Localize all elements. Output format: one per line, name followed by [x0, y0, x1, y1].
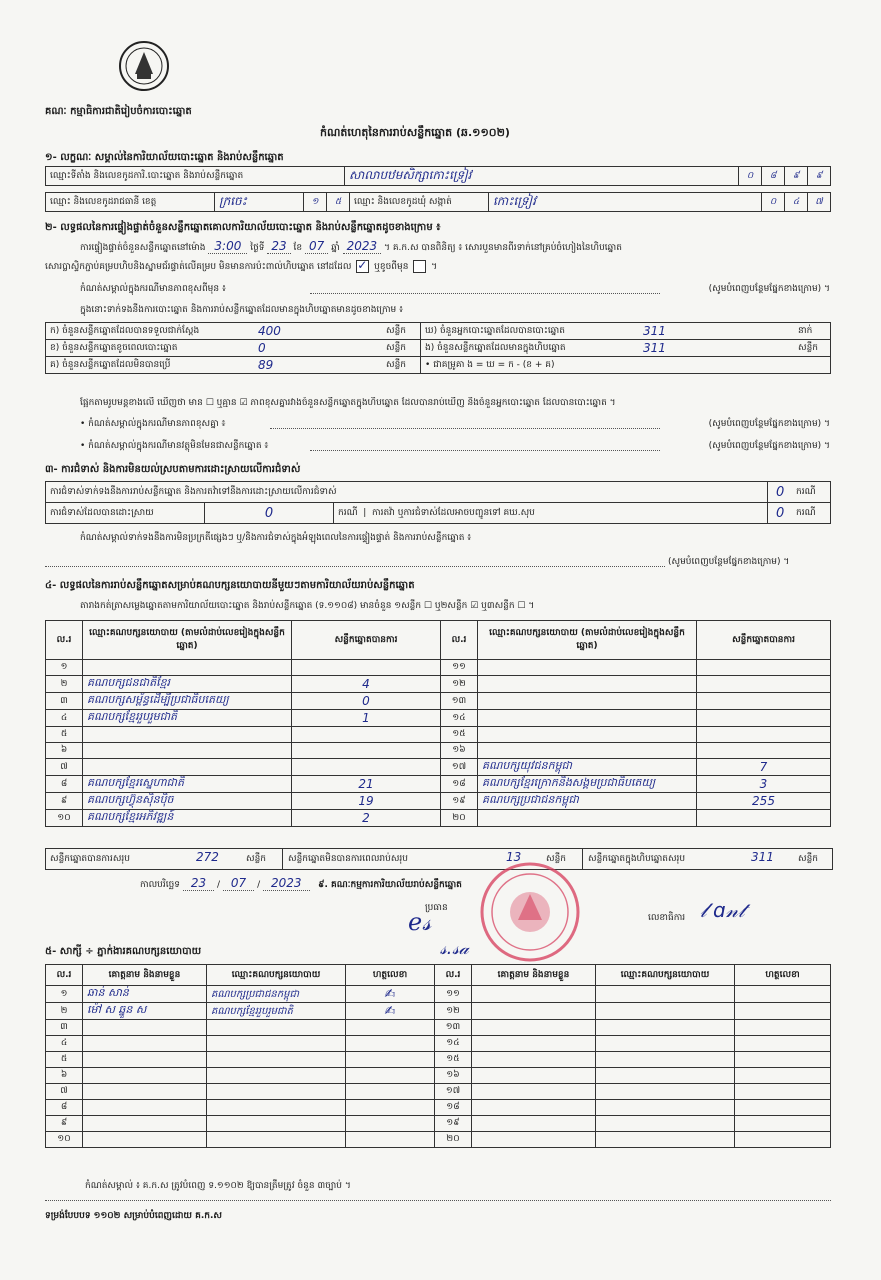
result-votes: 3	[697, 776, 831, 793]
col-party-right: ឈ្មោះគណបក្សនយោបាយ (តាមលំដាប់លេខរៀងក្នុងសន្លឹកឆ្នោត)	[478, 621, 697, 660]
result-no: ១	[46, 660, 83, 676]
witness-no: ៣	[46, 1020, 83, 1036]
result-votes: 255	[697, 793, 831, 810]
section1-table-row2	[45, 192, 831, 212]
total-valid-label: សន្លឹកឆ្នោតបានការសរុប	[50, 854, 130, 864]
result-no: ១៩	[441, 793, 478, 810]
result-no: ១៦	[441, 743, 478, 759]
witness-no: ៤	[46, 1036, 83, 1052]
witness-name	[472, 1052, 596, 1068]
voters-value: 311	[639, 323, 794, 340]
w-col-no-right: ល.រ	[435, 965, 472, 986]
witness-signature	[735, 1100, 831, 1116]
bullet-difference-hint: (សូមបំពេញបន្ថែមផ្នែកខាងក្រោម) ។	[708, 419, 830, 429]
witness-party	[596, 1020, 735, 1036]
result-votes	[697, 810, 831, 827]
witness-row	[46, 1084, 831, 1100]
official-stamp	[478, 860, 582, 964]
voters-label: ឃ) ចំនួនអ្នកបោះឆ្នោតដែលបានបោះឆ្នោត	[421, 323, 640, 340]
secretary-label: លេខាធិការ	[648, 913, 686, 923]
section4-title: ៤- លទ្ធផលនៃការរាប់សន្លឹកឆ្នោតសម្រាប់គណបក្សនយោបាយនីមួយៗតាមការិយាល័យរាប់សន្លឹកឆ្នោត	[45, 580, 415, 591]
date-day: 23	[183, 876, 214, 891]
result-no: ១២	[441, 676, 478, 693]
section2-title: ២- លទ្ធផលនៃការផ្ទៀងផ្ទាត់ចំនួនសន្លឹកឆ្នោតគោលការិយាល័យបោះឆ្នោត និងរាប់សន្លឹកឆ្នោតដូចខាងក្រោម ៖	[45, 222, 441, 233]
seal-status-line: សោរប្លាស្ទិកភ្ជាប់គម្របហិបនិងស្នាមជ័រផ្ទាត់លើគម្រប មិនមានការប៉ះពាល់ហិបឆ្នោត នៅដដែល ✓ ឬខូចពីមុន ។	[45, 260, 437, 274]
province-code-2: ៥	[327, 193, 350, 212]
irregularity-note: កំណត់សម្គាល់ទាក់ទងនឹងការមិនប្រក្រតីផ្សេងៗ ឬ/និងការជំទាស់ក្នុងអំឡុងពេលនៃការផ្ទៀងផ្ទាត់ និងការរាប់សន្លឹកឆ្នោត ៖	[80, 533, 472, 543]
forwarded-label: ករណី | ការតវ៉ា ឬការជំទាស់ដែលអាចបញ្ជូនទៅ គឃ.សុប	[334, 503, 768, 524]
witness-signature	[346, 1052, 435, 1068]
witness-party	[596, 1100, 735, 1116]
location-value: សាលាបឋមសិក្សាកោះទ្រៀវ	[345, 167, 739, 186]
bullet-difference-label: • កំណត់សម្គាល់ក្នុងករណីមានភាពខុសគ្នា ៖	[80, 419, 226, 429]
result-row	[46, 693, 831, 710]
location-code-1: ០	[739, 167, 762, 186]
result-row	[46, 743, 831, 759]
result-votes	[697, 743, 831, 759]
forwarded-value: 0	[768, 503, 792, 524]
w-col-party-right: ឈ្មោះគណបក្សនយោបាយ	[596, 965, 735, 986]
total-invalid-value: 13	[506, 850, 522, 864]
witness-table	[45, 964, 831, 1148]
result-votes	[697, 710, 831, 727]
result-row	[46, 759, 831, 776]
witness-name	[472, 986, 596, 1003]
witness-signature	[735, 1003, 831, 1020]
location-code-2: ៨	[762, 167, 785, 186]
date-line: កាលបរិច្ឆេទ 23 / 07 / 2023 ៩. គណៈកម្មការការិយាល័យរាប់សន្លឹកឆ្នោត	[140, 876, 462, 890]
witness-row	[46, 1100, 831, 1116]
date-year: 2023	[263, 876, 310, 891]
witness-row	[46, 1003, 831, 1020]
bullet-foreign-label: • កំណត់សម្គាល់ក្នុងករណីមានវត្ថុមិនមែនជាសន្លឹកឆ្នោត ៖	[80, 441, 269, 451]
witness-party: គណបក្សខ្មែររួបរួមជាតិ	[207, 1003, 346, 1020]
witness-signature	[735, 1052, 831, 1068]
witness-name	[472, 1068, 596, 1084]
col-party-left: ឈ្មោះគណបក្សនយោបាយ (តាមលំដាប់លេខរៀងក្នុងសន្លឹកឆ្នោត)	[83, 621, 292, 660]
witness-party	[207, 1036, 346, 1052]
witness-name	[83, 1052, 207, 1068]
result-party	[478, 693, 697, 710]
w-col-sign-left: ហត្ថលេខា	[346, 965, 435, 986]
result-votes: 0	[292, 693, 441, 710]
commune-label: ឈ្មោះ និងលេខកូដឃុំ សង្កាត់	[350, 193, 489, 212]
unused-label: គ) ចំនួនសន្លឹកឆ្នោតដែលមិនបានប្រើ	[46, 357, 255, 374]
col-votes-right: សន្លឹកឆ្នោតបានការ	[697, 621, 831, 660]
result-votes	[292, 660, 441, 676]
witness-row	[46, 986, 831, 1003]
witness-party	[207, 1020, 346, 1036]
bullet-foreign	[80, 440, 830, 453]
witness-name	[472, 1132, 596, 1148]
forwarded-unit: ករណី	[792, 503, 831, 524]
witness-name: ម៉ៅ ស ឆ្នួន ស	[83, 1003, 207, 1020]
result-party	[478, 660, 697, 676]
difference-note	[80, 283, 830, 296]
witness-signature	[735, 1068, 831, 1084]
witness-signature	[346, 1084, 435, 1100]
verification-month: 07	[305, 239, 328, 254]
result-votes: 4	[292, 676, 441, 693]
difference-note-hint: (សូមបំពេញបន្ថែមផ្នែកខាងក្រោម) ។	[708, 284, 830, 294]
commune-code-3: ៧	[808, 193, 831, 212]
result-party: គណបក្សជនជាតិខ្មែរ	[83, 676, 292, 693]
voters-unit: នាក់	[794, 323, 831, 340]
w-col-party-left: ឈ្មោះគណបក្សនយោបាយ	[207, 965, 346, 986]
witness-name	[472, 1036, 596, 1052]
result-no: ១៣	[441, 693, 478, 710]
president-label: ប្រធាន	[425, 903, 448, 913]
result-no: ៤	[46, 710, 83, 727]
agency-logo	[117, 40, 171, 92]
verification-text-c: ខែ	[293, 243, 303, 253]
witness-no: ១៧	[435, 1084, 472, 1100]
agency-name: គណៈ កម្មាធិការជាតិរៀបចំការបោះឆ្នោត	[45, 106, 192, 117]
unused-value: 89	[254, 357, 382, 374]
ballot-count-table	[45, 322, 831, 374]
result-no: ២០	[441, 810, 478, 827]
witness-name	[83, 1084, 207, 1100]
verification-time: 3:00	[208, 239, 247, 254]
result-no: ១៥	[441, 727, 478, 743]
witness-no: ១៨	[435, 1100, 472, 1116]
result-votes	[697, 727, 831, 743]
result-party: គណបក្សខ្មែរក្រោកនិងសង្គមប្រជាធិបតេយ្យ	[478, 776, 697, 793]
difference-note-label: កំណត់សម្គាល់ក្នុងករណីមានភាពខុសពីមុន ៖	[80, 284, 226, 294]
witness-name	[83, 1068, 207, 1084]
w-col-name-right: គោត្តនាម និងនាមខ្លួន	[472, 965, 596, 986]
president-signature: ℯ𝓈	[408, 908, 432, 936]
bullet-foreign-hint: (សូមបំពេញបន្ថែមផ្នែកខាងក្រោម) ។	[708, 441, 830, 451]
resolved-value: 0	[205, 503, 334, 524]
result-party	[478, 810, 697, 827]
total-valid-unit: សន្លឹក	[246, 854, 266, 864]
result-votes	[292, 743, 441, 759]
member-signature: 𝓈.𝓈𝒶	[440, 938, 469, 959]
witness-party	[596, 1052, 735, 1068]
bullet-difference-line	[270, 428, 660, 429]
witness-no: ៨	[46, 1100, 83, 1116]
verification-line	[80, 239, 830, 255]
seal-status-text: សោរប្លាស្ទិកភ្ជាប់គម្របហិបនិងស្នាមជ័រផ្ទាត់លើគម្រប មិនមានការប៉ះពាល់ហិបឆ្នោត នៅដដែល	[45, 262, 352, 272]
col-votes-left: សន្លឹកឆ្នោតបានការ	[292, 621, 441, 660]
result-votes: 1	[292, 710, 441, 727]
result-party	[478, 727, 697, 743]
result-party	[478, 743, 697, 759]
result-no: ១៤	[441, 710, 478, 727]
date-label: កាលបរិច្ឆេទ	[140, 880, 180, 890]
result-no: ៦	[46, 743, 83, 759]
witness-party	[596, 1036, 735, 1052]
result-no: ៧	[46, 759, 83, 776]
complaints-value: 0	[768, 482, 792, 503]
received-value: 400	[254, 323, 382, 340]
witness-name	[83, 1100, 207, 1116]
total-box-unit: សន្លឹក	[798, 854, 818, 864]
result-no: ៣	[46, 693, 83, 710]
w-col-no-left: ល.រ	[46, 965, 83, 986]
result-party	[478, 676, 697, 693]
witness-name	[83, 1116, 207, 1132]
in-box-value: 311	[639, 340, 794, 357]
complaints-label: ការជំទាស់ទាក់ទងនឹងការរាប់សន្លឹកឆ្នោត និងការតវ៉ាទៅនឹងការដោះស្រាយលើការជំទាស់	[46, 482, 768, 503]
bullet-difference	[80, 418, 830, 431]
witness-name	[472, 1020, 596, 1036]
form-title: កំណត់ហេតុនៃការរាប់សន្លឹកឆ្នោត (ឆ.១១០២)	[320, 126, 510, 139]
col-no-left: ល.រ	[46, 621, 83, 660]
verification-text-b: ថ្ងៃទី	[250, 243, 265, 253]
intact-checkbox[interactable]	[356, 260, 369, 273]
witness-name	[472, 1003, 596, 1020]
irregularity-hint: (សូមបំពេញបន្ថែមផ្នែកខាងក្រោម) ។	[668, 557, 790, 567]
irregularity-line	[45, 566, 665, 567]
spoiled-label: ខ) ចំនួនសន្លឹកឆ្នោតខូចពេលបោះឆ្នោត	[46, 340, 255, 357]
result-party	[83, 743, 292, 759]
witness-no: ១៥	[435, 1052, 472, 1068]
result-votes: 21	[292, 776, 441, 793]
section1-title: ១- លក្ខណៈ សម្គាល់នៃការិយាល័យបោះឆ្នោត និងរាប់សន្លឹកឆ្នោត	[45, 152, 284, 163]
result-party	[83, 660, 292, 676]
result-no: ១៧	[441, 759, 478, 776]
witness-party	[596, 1132, 735, 1148]
result-votes: 7	[697, 759, 831, 776]
witness-no: ១៣	[435, 1020, 472, 1036]
witness-name: ឆាន់ សាន់	[83, 986, 207, 1003]
witness-row	[46, 1068, 831, 1084]
witness-signature	[735, 1132, 831, 1148]
result-votes	[292, 759, 441, 776]
difference-note-line	[310, 293, 660, 294]
w-col-sign-right: ហត្ថលេខា	[735, 965, 831, 986]
result-row	[46, 710, 831, 727]
witness-party	[207, 1068, 346, 1084]
result-party: គណបក្សខ្មែរអភិវឌ្ឍន៍	[83, 810, 292, 827]
witness-row	[46, 1036, 831, 1052]
footnote: កំណត់សម្គាល់ ៖ គ.ក.ស ត្រូវបំពេញ ទ.១១០២ ឱ្យបានត្រឹមត្រូវ ចំនួន ៣ច្បាប់ ។	[85, 1181, 351, 1191]
witness-no: ១០	[46, 1132, 83, 1148]
witness-no: ២	[46, 1003, 83, 1020]
result-no: ២	[46, 676, 83, 693]
province-label: ឈ្មោះ និងលេខកូដរាជធានី ខេត្ត	[46, 193, 215, 212]
witness-row	[46, 1132, 831, 1148]
in-box-unit: សន្លឹក	[794, 340, 831, 357]
witness-signature	[346, 1116, 435, 1132]
verification-year: 2023	[343, 239, 382, 254]
witness-party	[207, 1116, 346, 1132]
result-party	[83, 727, 292, 743]
witness-party	[207, 1132, 346, 1148]
complaints-unit: ករណី	[792, 482, 831, 503]
result-votes	[697, 676, 831, 693]
date-month: 07	[223, 876, 254, 891]
witness-name	[83, 1020, 207, 1036]
result-no: ១០	[46, 810, 83, 827]
witness-signature: ✍	[346, 1003, 435, 1020]
province-value: ក្រចេះ	[215, 193, 304, 212]
witness-no: ៦	[46, 1068, 83, 1084]
result-party: គណបក្សហ៊្វុនស៊ិនប៉ិច	[83, 793, 292, 810]
witness-name	[472, 1100, 596, 1116]
damaged-label: ឬខូចពីមុន	[374, 262, 409, 272]
col-no-right: ល.រ	[441, 621, 478, 660]
result-party: គណបក្សយុវជនកម្ពុជា	[478, 759, 697, 776]
commune-code-2: ៤	[785, 193, 808, 212]
totals-row	[45, 848, 833, 870]
witness-no: ១៦	[435, 1068, 472, 1084]
witness-name	[83, 1036, 207, 1052]
witness-signature	[735, 1116, 831, 1132]
witness-body	[46, 986, 831, 1148]
result-row	[46, 810, 831, 827]
witness-no: ១	[46, 986, 83, 1003]
witness-party	[207, 1100, 346, 1116]
witness-signature	[735, 1036, 831, 1052]
secretary-signature: 𝓁 ɑ𝓃𝓉	[700, 898, 745, 922]
verification-text-e: ។ គ.ក.ស បានពិនិត្យ ៖ សោរបួនមានពីរទាក់នៅគ្រប់ចំហៀងនៃហិបឆ្នោត	[384, 243, 622, 253]
witness-name	[472, 1116, 596, 1132]
result-party: គណបក្សខ្មែរស្នេហាជាតិ	[83, 776, 292, 793]
results-table	[45, 620, 831, 827]
unused-unit: សន្លឹក	[382, 357, 421, 374]
total-invalid-label: សន្លឹកឆ្នោតមិនបានការពេលរាប់សរុប	[288, 854, 408, 864]
received-unit: សន្លឹក	[382, 323, 421, 340]
witness-signature	[735, 1084, 831, 1100]
witness-row	[46, 1052, 831, 1068]
footer-divider	[45, 1200, 831, 1201]
commune-code-1: ០	[762, 193, 785, 212]
witness-no: ៧	[46, 1084, 83, 1100]
result-no: ៨	[46, 776, 83, 793]
w-col-name-left: គោត្តនាម និងនាមខ្លួន	[83, 965, 207, 986]
complaints-table	[45, 481, 831, 524]
witness-name	[83, 1132, 207, 1148]
verification-text-a: ការផ្ទៀងផ្ទាត់ចំនួនសន្លឹកឆ្នោតនៅម៉ោង	[80, 243, 206, 253]
witness-signature	[735, 1020, 831, 1036]
witness-party	[207, 1084, 346, 1100]
result-no: ១១	[441, 660, 478, 676]
witness-party	[207, 1052, 346, 1068]
received-label: ក) ចំនួនសន្លឹកឆ្នោតដែលបានទទួលជាក់ស្តែង	[46, 323, 255, 340]
results-body	[46, 660, 831, 827]
result-row	[46, 793, 831, 810]
result-party	[478, 710, 697, 727]
total-valid-value: 272	[196, 850, 219, 864]
result-no: ១៨	[441, 776, 478, 793]
witness-party	[596, 986, 735, 1003]
witness-party: គណបក្សប្រជាជនកម្ពុជា	[207, 986, 346, 1003]
in-box-label: ង) ចំនួនសន្លឹកឆ្នោតដែលមានក្នុងហិបឆ្នោត	[421, 340, 640, 357]
result-party: គណបក្សខ្មែររួបរួមជាតិ	[83, 710, 292, 727]
witness-no: ២០	[435, 1132, 472, 1148]
witness-row	[46, 1116, 831, 1132]
witness-no: ១២	[435, 1003, 472, 1020]
formula-label: • ជាគម្រូគា ង = ឃ = ក - (ខ + គ)	[421, 357, 831, 374]
bullet-foreign-line	[310, 450, 660, 451]
location-code-4: ៩	[808, 167, 831, 186]
province-code-1: ១	[304, 193, 327, 212]
result-votes	[292, 727, 441, 743]
result-votes: 19	[292, 793, 441, 810]
result-votes: 2	[292, 810, 441, 827]
witness-signature	[346, 1020, 435, 1036]
result-row	[46, 776, 831, 793]
result-party	[83, 759, 292, 776]
compare-line: ផ្អែកតាមរូបមន្តខាងលើ ឃើញថា មាន ☐ ឬគ្មាន ☑ ភាពខុសគ្នារវាងចំនួនសន្លឹកឆ្នោតក្នុងហិបឆ្នោត ដែលបានរាប់ឃើញ និងចំនួនអ្នកបោះឆ្នោត ដែលបានបោះឆ្នោត ។	[80, 398, 616, 408]
total-box-value: 311	[751, 850, 774, 864]
location-label: ឈ្មោះទីតាំង និងលេខកូដការិ.បោះឆ្នោត និងរាប់សន្លឹកឆ្នោត	[46, 167, 345, 186]
location-code-3: ៩	[785, 167, 808, 186]
forwarded-text: ការតវ៉ា ឬការជំទាស់ដែលអាចបញ្ជូនទៅ គឃ.សុប	[372, 507, 535, 518]
witness-signature	[346, 1132, 435, 1148]
witness-no: ៩	[46, 1116, 83, 1132]
verification-day: 23	[267, 239, 290, 254]
spoiled-value: 0	[254, 340, 382, 357]
witness-signature: ✍	[346, 986, 435, 1003]
section5-title: ៥- សាក្សី ÷ ភ្នាក់ងារគណបក្សនយោបាយ	[45, 946, 202, 957]
damaged-checkbox[interactable]	[413, 260, 426, 273]
tally-sheet-line: តារាងកត់ត្រាសម្លេងឆ្នោតតាមការិយាល័យបោះឆ្នោត និងរាប់សន្លឹកឆ្នោត (ទ.១១០៨) មានចំនួន ១សន្លឹក ☐ ឬ២សន្លឹក ☑ ឬ៣សន្លឹក ☐ ។	[80, 601, 535, 611]
ballot-intro: ក្នុងនោះទាក់ទងនឹងការបោះឆ្នោត និងការរាប់សន្លឹកឆ្នោតដែលមានក្នុងហិបឆ្នោតមានដូចខាងក្រោម ៖	[80, 305, 404, 315]
result-no: ៩	[46, 793, 83, 810]
result-party: គណបក្សប្រជាជនកម្ពុជា	[478, 793, 697, 810]
witness-no: ១៤	[435, 1036, 472, 1052]
result-no: ៥	[46, 727, 83, 743]
witness-party	[596, 1084, 735, 1100]
witness-name	[472, 1084, 596, 1100]
result-row	[46, 676, 831, 693]
result-party: គណបក្សសម្ព័ន្ធដើម្បីប្រជាធិបតេយ្យ	[83, 693, 292, 710]
witness-no: ១១	[435, 986, 472, 1003]
witness-row	[46, 1020, 831, 1036]
witness-signature	[735, 986, 831, 1003]
witness-signature	[346, 1068, 435, 1084]
witness-party	[596, 1116, 735, 1132]
resolved-label: ការជំទាស់ដែលបានដោះស្រាយ	[46, 503, 205, 524]
section3-title: ៣- ការជំទាស់ និងការមិនយល់ស្របតាមការដោះស្រាយលើការជំទាស់	[45, 464, 301, 475]
result-row	[46, 660, 831, 676]
witness-party	[596, 1003, 735, 1020]
witness-party	[596, 1068, 735, 1084]
witness-signature	[346, 1100, 435, 1116]
result-row	[46, 727, 831, 743]
section1-table	[45, 166, 831, 186]
verification-text-d: ឆ្នាំ	[331, 243, 340, 253]
spoiled-unit: សន្លឹក	[382, 340, 421, 357]
witness-signature	[346, 1036, 435, 1052]
form-code: ទម្រង់បែបបទ ១១០២ សម្រាប់បំពេញដោយ គ.ក.ស	[45, 1211, 222, 1221]
witness-no: ៥	[46, 1052, 83, 1068]
result-votes	[697, 660, 831, 676]
committee-label: ៩. គណៈកម្មការការិយាល័យរាប់សន្លឹកឆ្នោត	[318, 880, 462, 890]
resolved-unit: ករណី	[338, 507, 358, 518]
result-votes	[697, 693, 831, 710]
commune-value: កោះទ្រៀវ	[489, 193, 762, 212]
total-box-label: សន្លឹកឆ្នោតក្នុងហិបឆ្នោតសរុប	[588, 854, 686, 864]
witness-no: ១៩	[435, 1116, 472, 1132]
total-invalid-unit: សន្លឹក	[546, 854, 566, 864]
